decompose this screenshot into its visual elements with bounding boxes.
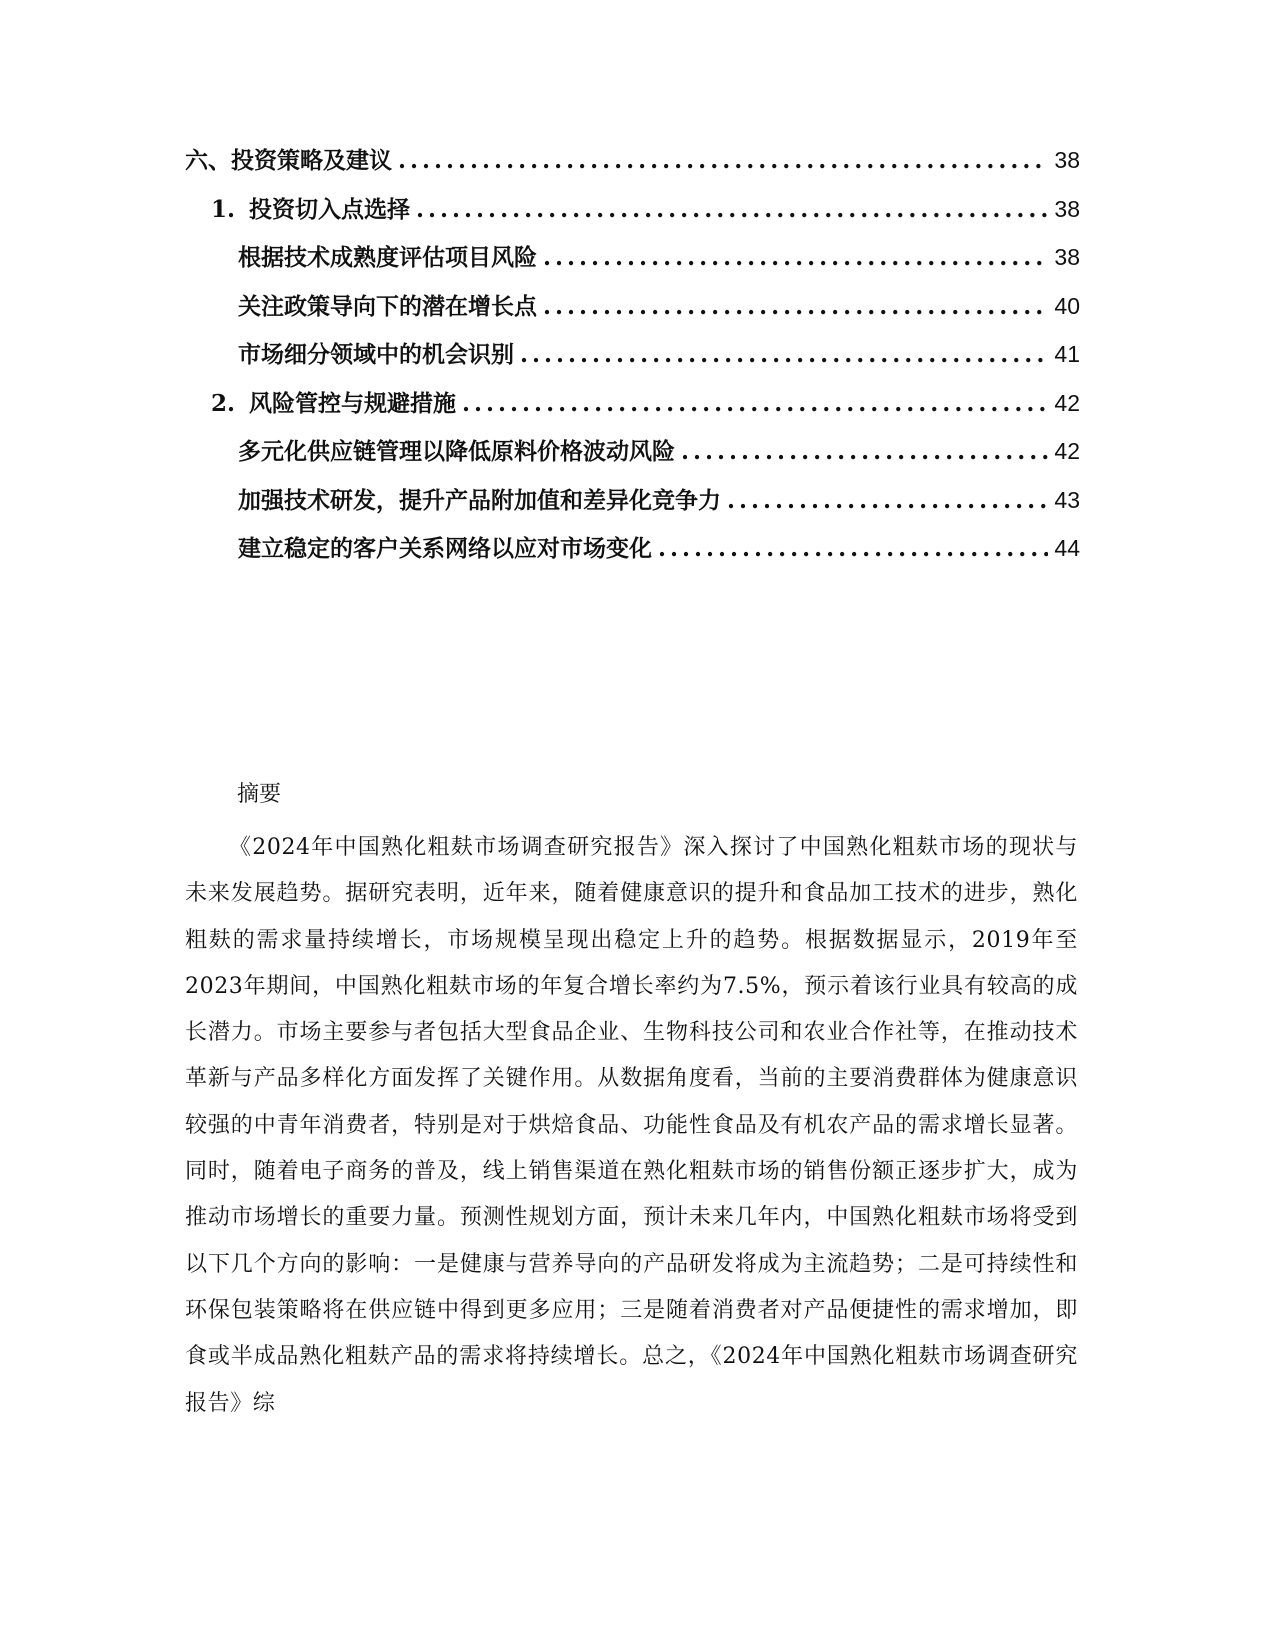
- toc-entry[interactable]: [185, 142, 1080, 191]
- toc-entry-title: 根据技术成熟度评估项目风险: [238, 244, 537, 271]
- abstract-heading: 摘要: [237, 782, 282, 807]
- toc-entry[interactable]: [185, 530, 1080, 579]
- toc-leader-dots: [658, 535, 1048, 562]
- toc-entry-number: 1.: [211, 195, 236, 223]
- toc-leader-dots: [543, 244, 1048, 271]
- toc-entry[interactable]: [185, 336, 1080, 385]
- toc-entry-page: 42: [1054, 438, 1080, 464]
- toc-leader-dots: [398, 147, 1048, 174]
- table-of-contents: [185, 142, 1080, 579]
- toc-leader-dots: [462, 390, 1048, 417]
- toc-entry[interactable]: [185, 482, 1080, 531]
- toc-entry-page: 44: [1054, 535, 1080, 561]
- toc-entry-title: 加强技术研发，提升产品附加值和差异化竞争力: [238, 486, 721, 514]
- abstract-paragraph: 《2024年中国熟化粗麸市场调查研究报告》深入探讨了中国熟化粗麸市场的现状与未来发展趋势。据研究表明，近年来，随着健康意识的提升和食品加工技术的进步，熟化粗麸的需求量持续增长，市场规模呈现出稳定上升的趋势。根据数据显示，2019年至2023年期间，中国熟化粗麸市场的年复合增长率约为7.5%，预示着该行业具有较高的成长潜力。市场主要参与者包括大型食品企业、生物科技公司和农业合作社等，在推动技术革新与产品多样化方面发挥了关键作用。从数据角度看，当前的主要消费群体为健康意识较强的中青年消费者，特别是对于烘焙食品、功能性食品及有机农产品的需求增长显著。同时，随着电子商务的普及，线上销售渠道在熟化粗麸市场的销售份额正逐步扩大，成为推动市场增长的重要力量。预测性规划方面，预计未来几年内，中国熟化粗麸市场将受到以下几个方向的影响：一是健康与营养导向的产品研发将成为主流趋势；二是可持续性和环保包装策略将在供应链中得到更多应用；三是随着消费者对产品便捷性的需求增加，即食或半成品熟化粗麸产品的需求将持续增长。总之，《2024年中国熟化粗麸市场调查研究报告》综: [185, 835, 1078, 1416]
- abstract-section: [185, 773, 1078, 1427]
- toc-entry-title: 投资切入点选择: [249, 195, 411, 223]
- toc-leader-dots: [727, 487, 1048, 514]
- toc-entry-title: 市场细分领域中的机会识别: [238, 341, 514, 368]
- toc-entry-page: 38: [1054, 195, 1080, 222]
- toc-entry-page: 40: [1054, 292, 1080, 319]
- toc-entry-title: 建立稳定的客户关系网络以应对市场变化: [238, 535, 652, 562]
- toc-leader-dots: [681, 438, 1048, 465]
- toc-entry[interactable]: [185, 191, 1080, 240]
- toc-leader-dots: [416, 196, 1048, 223]
- toc-entry[interactable]: [185, 288, 1080, 337]
- toc-entry-title: 多元化供应链管理以降低原料价格波动风险: [238, 438, 675, 465]
- toc-entry-title: 六、投资策略及建议: [185, 147, 392, 174]
- toc-entry-page: 41: [1054, 341, 1080, 367]
- toc-entry-page: 38: [1054, 147, 1080, 173]
- toc-entry-title: 风险管控与规避措施: [249, 389, 457, 417]
- toc-entry[interactable]: [185, 433, 1080, 482]
- toc-entry[interactable]: [185, 385, 1080, 434]
- toc-entry-page: 43: [1054, 486, 1080, 513]
- toc-entry-page: 42: [1054, 389, 1080, 416]
- toc-leader-dots: [543, 293, 1048, 320]
- toc-entry-number: 2.: [211, 389, 236, 417]
- toc-entry-title: 关注政策导向下的潜在增长点: [238, 292, 537, 320]
- toc-entry[interactable]: [185, 239, 1080, 288]
- toc-leader-dots: [520, 341, 1048, 368]
- toc-entry-page: 38: [1054, 244, 1080, 270]
